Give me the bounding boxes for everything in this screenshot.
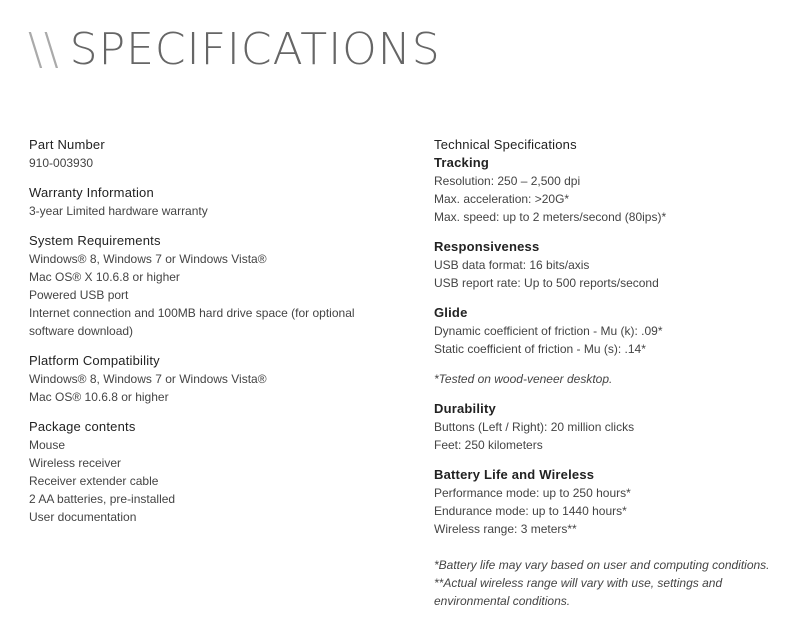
system-requirement-line: Internet connection and 100MB hard drive space (for optional [29,306,355,320]
battery-line: Performance mode: up to 250 hours* [434,486,631,500]
system-requirements-section [29,232,399,340]
package-item: Receiver extender cable [29,474,159,488]
page-title [28,24,441,75]
warranty-section [29,184,399,220]
glide-line: Dynamic coefficient of friction - Mu (k): .09* [434,324,663,338]
footnote-line: **Actual wireless range will vary with use, settings and [434,576,723,590]
durability-line: Feet: 250 kilometers [434,438,543,452]
right-column [434,136,784,622]
system-requirement-line: Windows® 8, Windows 7 or Windows Vista® [29,252,267,266]
responsiveness-heading: Responsiveness [434,239,540,254]
part-number-heading: Part Number [29,137,105,152]
title-slashes: \\ [28,24,60,75]
tracking-heading: Tracking [434,155,490,170]
package-item: Wireless receiver [29,456,122,470]
durability-heading: Durability [434,401,496,416]
package-item: Mouse [29,438,66,452]
responsiveness-line: USB data format: 16 bits/axis [434,258,590,272]
glide-line: Static coefficient of friction - Mu (s): .14* [434,342,646,356]
warranty-value: 3-year Limited hardware warranty [29,204,208,218]
responsiveness-section [434,238,784,292]
tested-note-text: *Tested on wood-veneer desktop. [434,372,613,386]
responsiveness-line: USB report rate: Up to 500 reports/second [434,276,659,290]
battery-heading: Battery Life and Wireless [434,467,595,482]
warranty-heading: Warranty Information [29,185,154,200]
package-item: 2 AA batteries, pre-installed [29,492,176,506]
battery-line: Endurance mode: up to 1440 hours* [434,504,627,518]
platform-line: Mac OS® 10.6.8 or higher [29,390,169,404]
tracking-section [434,136,784,226]
footnotes [434,556,784,610]
package-contents-heading: Package contents [29,419,136,434]
system-requirement-line: software download) [29,324,134,338]
tracking-line: Max. acceleration: >20G* [434,192,570,206]
system-requirements-heading: System Requirements [29,233,161,248]
glide-section [434,304,784,358]
system-requirement-line: Powered USB port [29,288,129,302]
tested-note [434,370,784,388]
title-text: SPECIFICATIONS [69,24,441,75]
platform-compatibility-heading: Platform Compatibility [29,353,160,368]
battery-line: Wireless range: 3 meters** [434,522,577,536]
package-item: User documentation [29,510,137,524]
part-number-section [29,136,399,172]
platform-compatibility-section [29,352,399,406]
platform-line: Windows® 8, Windows 7 or Windows Vista® [29,372,267,386]
durability-line: Buttons (Left / Right): 20 million clicks [434,420,635,434]
footnote-line: environmental conditions. [434,594,571,608]
glide-heading: Glide [434,305,468,320]
part-number-value: 910-003930 [29,156,94,170]
tracking-line: Resolution: 250 – 2,500 dpi [434,174,581,188]
left-column [29,136,399,538]
durability-section [434,400,784,454]
package-contents-section [29,418,399,526]
system-requirement-line: Mac OS® X 10.6.8 or higher [29,270,180,284]
tracking-line: Max. speed: up to 2 meters/second (80ips)* [434,210,667,224]
footnote-line: *Battery life may vary based on user and computing conditions. [434,558,770,572]
battery-section [434,466,784,538]
technical-specifications-heading: Technical Specifications [434,137,577,152]
